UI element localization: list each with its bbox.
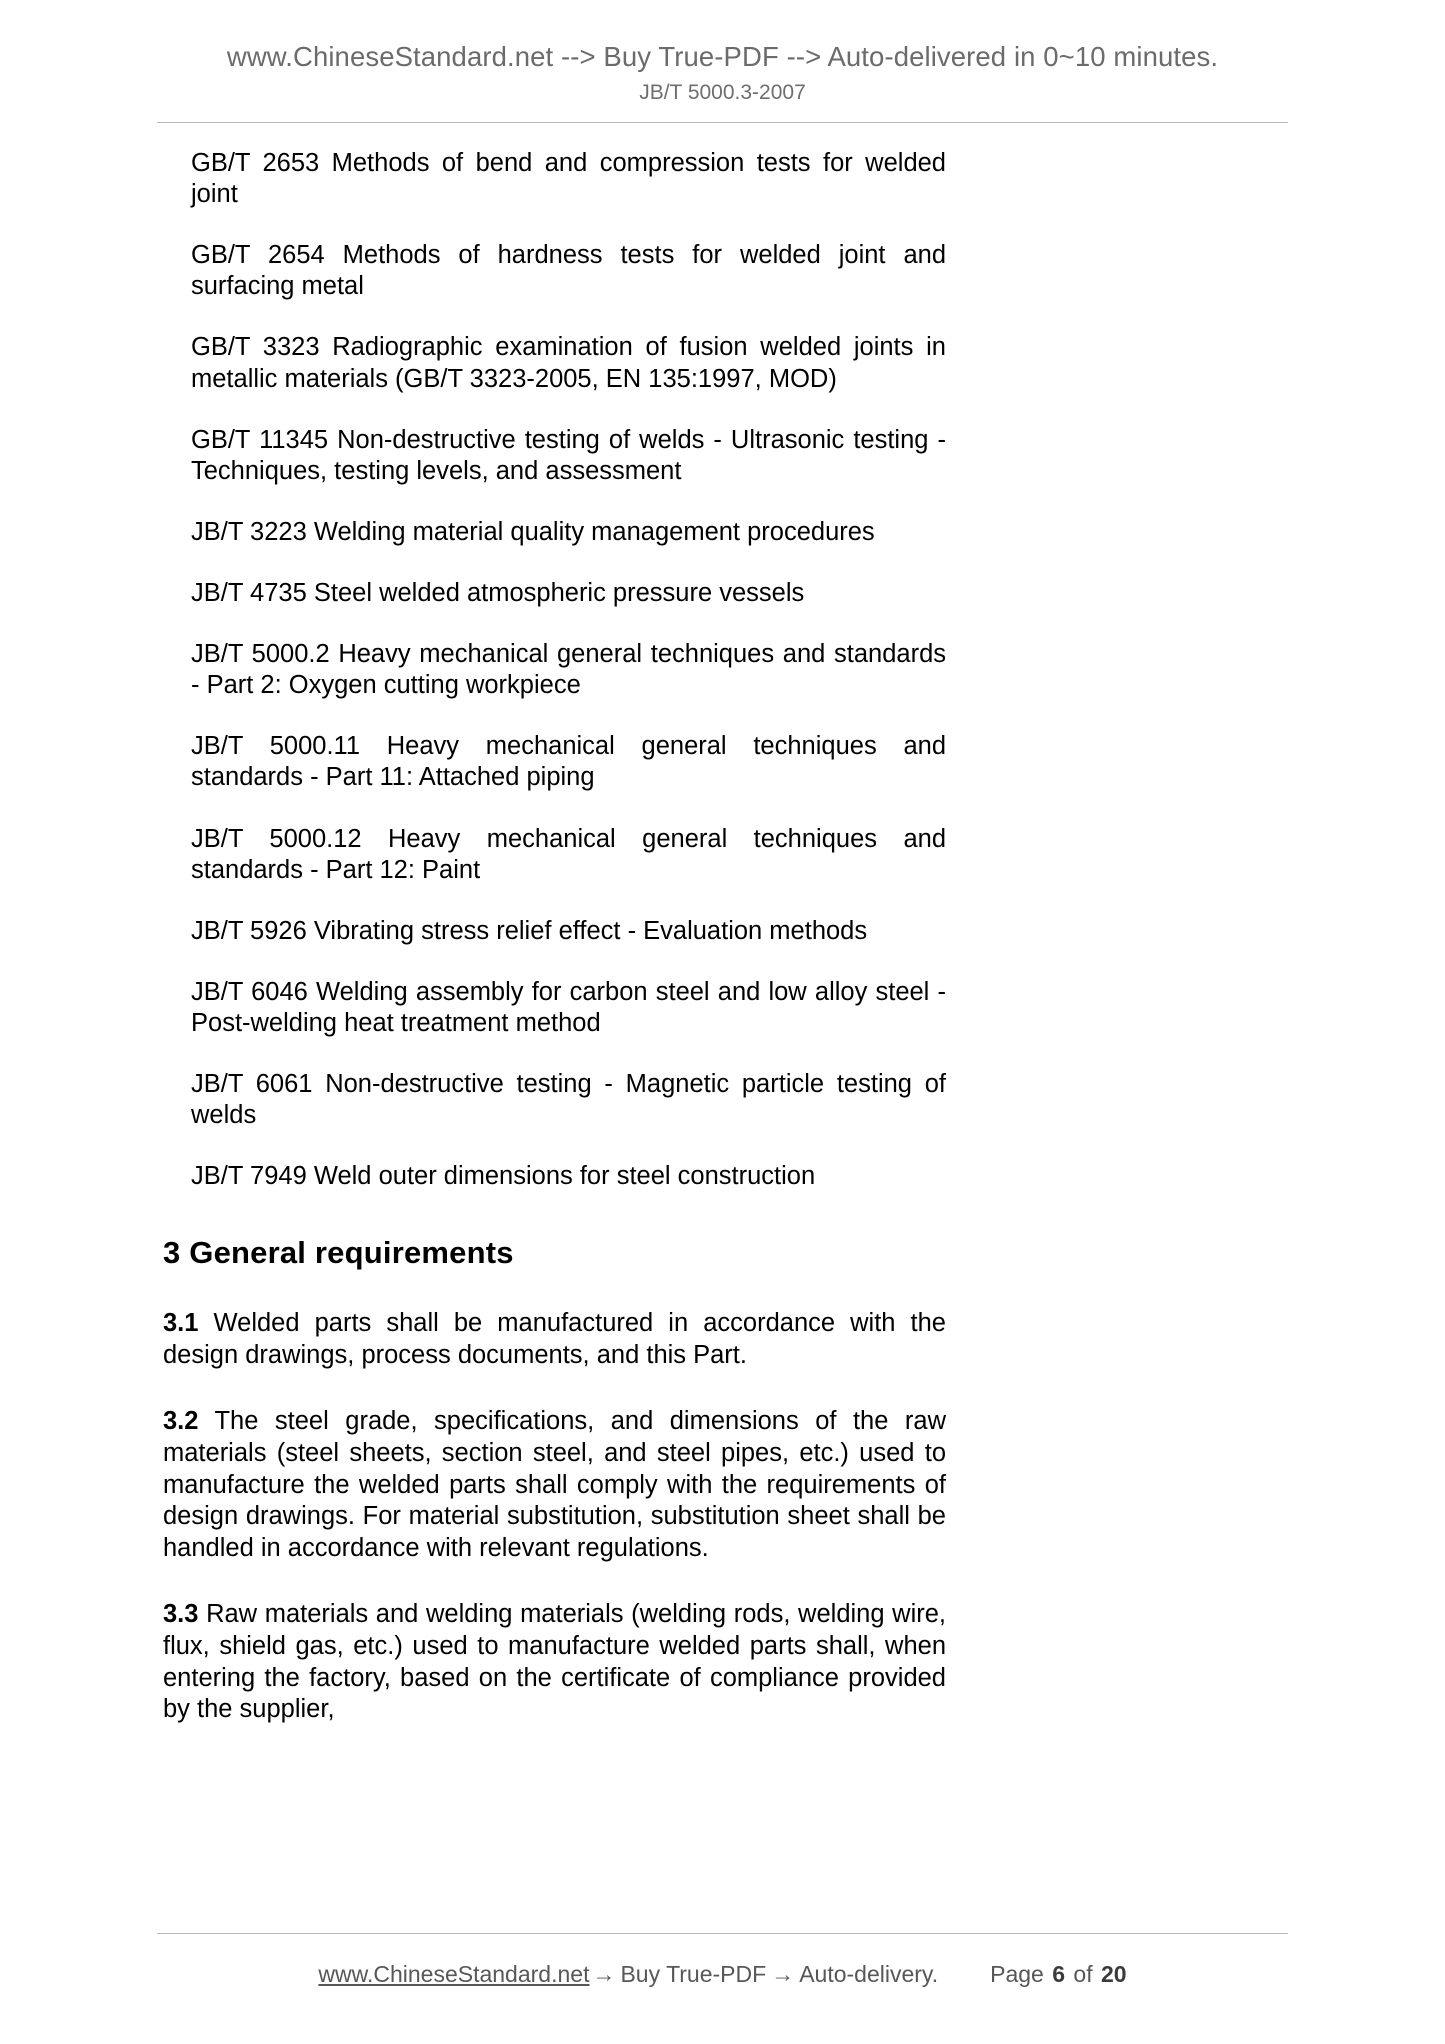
footer-divider — [157, 1933, 1288, 1934]
reference-entry: JB/T 5000.2 Heavy mechanical general techniques and standards - Part 2: Oxygen cutting workpiece — [191, 640, 946, 700]
reference-entry: GB/T 2654 Methods of hardness tests for welded joint and surfacing metal — [191, 241, 946, 301]
reference-entry: JB/T 3223 Welding material quality management procedures — [191, 517, 875, 546]
footer-site-link[interactable]: www.ChineseStandard.net — [318, 1961, 590, 1987]
clause-paragraph — [163, 1308, 946, 1371]
footer-buy-text: Buy True-PDF — [620, 1961, 767, 1987]
clause-text: The steel grade, specifications, and dimensions of the raw materials (steel sheets, section steel, and steel pipes, etc.) used to manufacture the welded parts shall comply with the requirements of design drawings. For material substitution, substitution sheet shall be handled in accordance with relevant regulations. — [163, 1407, 946, 1562]
footer-delivery-text: Auto-delivery. — [799, 1961, 939, 1987]
reference-entry: GB/T 3323 Radiographic examination of fusion welded joints in metallic materials (GB/T 3323-2005, EN 135:1997, MOD) — [191, 333, 946, 393]
reference-entry: GB/T 11345 Non-destructive testing of welds - Ultrasonic testing - Techniques, testing levels, and assessment — [191, 425, 946, 485]
clause-number: 3.1 — [163, 1309, 199, 1338]
page-content — [163, 148, 1283, 1726]
clause-number: 3.3 — [163, 1600, 199, 1629]
arrow-right-icon: → — [592, 1961, 616, 1987]
clause-text: Raw materials and welding materials (welding rods, welding wire, flux, shield gas, etc.) used to manufacture welded parts shall, when entering the factory, based on the certificate of compliance provided by the supplier, — [163, 1600, 946, 1724]
reference-entry: JB/T 5926 Vibrating stress relief effect - Evaluation methods — [191, 916, 868, 945]
arrow-right-icon: → — [771, 1961, 795, 1987]
reference-entry: GB/T 2653 Methods of bend and compression tests for welded joint — [191, 149, 946, 209]
footer-page-label: Page — [990, 1961, 1044, 1987]
header-promo-text: www.ChineseStandard.net --> Buy True-PDF --> Auto-delivered in 0~10 minutes. — [226, 41, 1219, 72]
reference-entry: JB/T 6046 Welding assembly for carbon steel and low alloy steel - Post-welding heat treatment method — [191, 977, 946, 1037]
footer-page-total: 20 — [1100, 1961, 1127, 1987]
footer-of-label: of — [1073, 1961, 1093, 1987]
reference-entry: JB/T 5000.11 Heavy mechanical general techniques and standards - Part 11: Attached piping — [191, 732, 946, 792]
section-heading: 3 General requirements — [163, 1235, 514, 1271]
page-footer — [155, 1961, 1290, 1988]
clause-paragraph — [163, 1406, 946, 1564]
clause-number: 3.2 — [163, 1407, 199, 1436]
reference-entry: JB/T 5000.12 Heavy mechanical general techniques and standards - Part 12: Paint — [191, 824, 946, 884]
header-standard-number: JB/T 5000.3-2007 — [639, 81, 806, 104]
reference-entry: JB/T 6061 Non-destructive testing - Magnetic particle testing of welds — [191, 1070, 946, 1130]
header-divider — [157, 122, 1288, 123]
reference-entry: JB/T 4735 Steel welded atmospheric pressure vessels — [191, 578, 805, 607]
clause-text: Welded parts shall be manufactured in accordance with the design drawings, process documents, and this Part. — [163, 1309, 946, 1369]
reference-entry: JB/T 7949 Weld outer dimensions for steel construction — [191, 1162, 816, 1191]
clause-paragraph — [163, 1599, 946, 1725]
footer-page-number: 6 — [1052, 1961, 1066, 1987]
page-header — [155, 40, 1290, 105]
